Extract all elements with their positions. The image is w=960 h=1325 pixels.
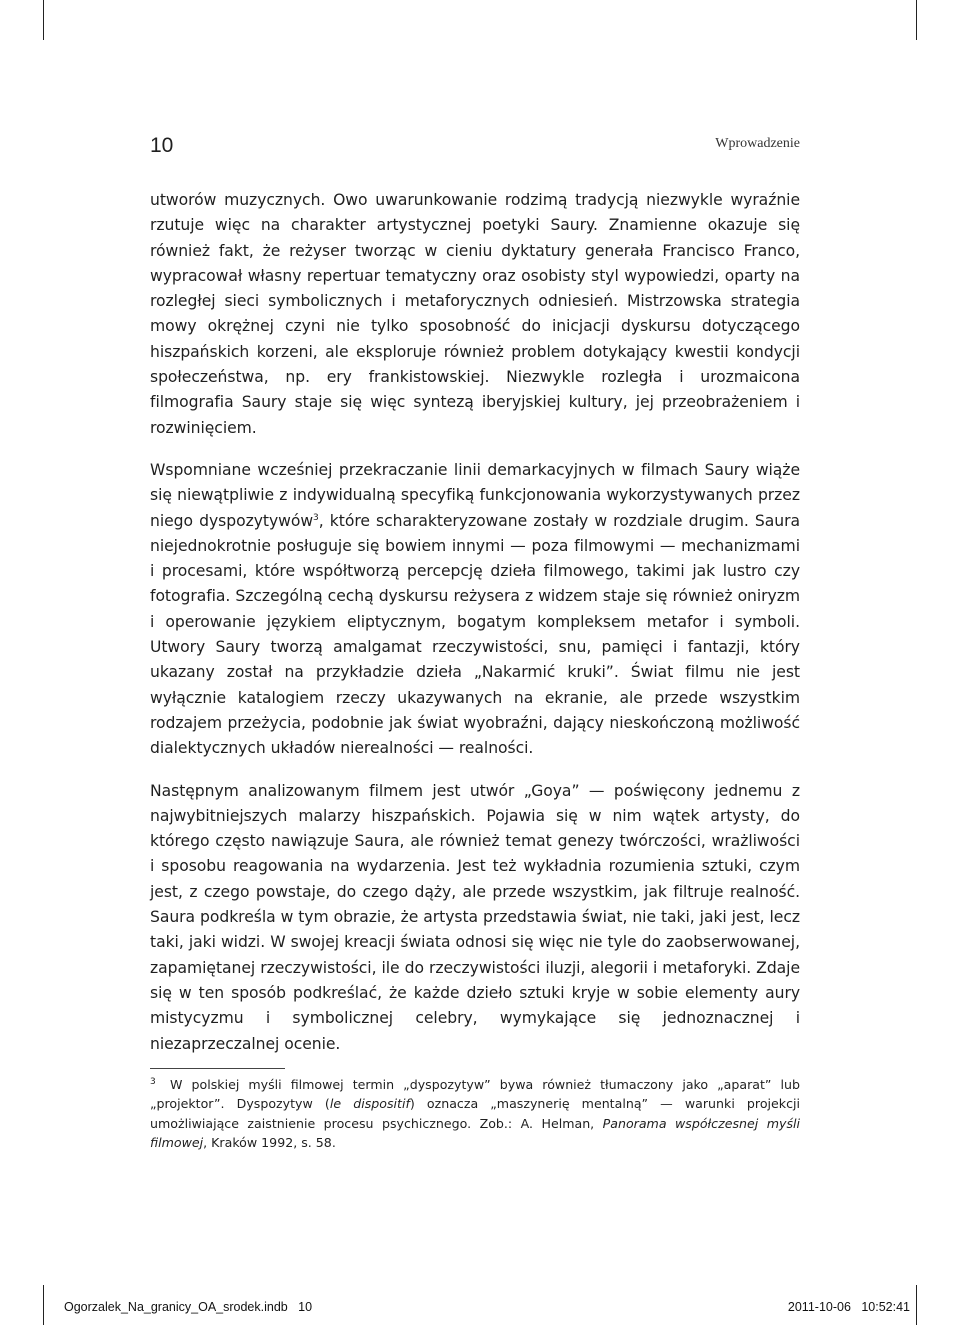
print-slug-date: 2011-10-06 10:52:41	[787, 1300, 910, 1314]
page-number: 10	[150, 134, 174, 157]
crop-mark-bottom-right	[916, 1285, 917, 1325]
footnote-text: , Kraków 1992, s. 58.	[203, 1134, 336, 1150]
footnote-text: ) oznacza „maszynerię mentalną” — warunki projekcji umożliwiające zaistnienie procesu psychicznego. Zob.: A. Helman,	[150, 1096, 800, 1131]
body-text	[150, 188, 800, 1057]
footnote-book-title: Panorama współczesnej myśli filmowej	[150, 1115, 800, 1150]
footnote-reference[interactable]: 3	[313, 512, 319, 523]
running-head	[150, 132, 800, 162]
crop-mark-top-right	[916, 0, 917, 40]
paragraph: utworów muzycznych. Owo uwarunkowanie rodzimą tradycją niezwykle wyraźnie rzutuje więc na charakter artystycznej poetyki Saury. Znamienne okazuje się również fakt, że reżyser tworząc w cieniu dyktatury generała Francisco Franco, wypracował własny repertuar tematyczny oraz osobisty styl wypowiedzi, oparty na rozległej sieci symbolicznych i metaforycznych odniesień. Mistrzowska strategia mowy okrężnej czyni nie tylko sposobność do inicjacji dyskursu dotyczącego hiszpańskich korzeni, ale eksploruje również problem dotykający kwestii kondycji społeczeństwa, np. ery frankistowskiej. Niezwykle rozległa i urozmaicona filmografia Saury staje się więc syntezą iberyjskiej kultury, jej przeobrażeniem i rozwinięciem.	[150, 191, 800, 437]
paragraph: Następnym analizowanym filmem jest utwór „Goya” — poświęcony jednemu z najwybitniejszych malarzy hiszpańskich. Pojawia się w nim wątek artysty, do którego często nawiązuje Saura, ale również temat genezy twórczości, wrażliwości i sposobu reagowania na wydarzenia. Jest też wykładnia rozumienia sztuki, czym jest, z czego powstaje, do czego dąży, ale przede wszystkim, jak filtruje realność. Saura podkreśla w tym obrazie, że artysta przedstawia świat, nie taki, jaki jest, lecz taki, jaki widzi. W swojej kreacji świata odnosi się więc nie tyle do zaobserwowanej, zapamiętanej rzeczywistości, ile do rzeczywistości iluzji, alegorii i metaforyki. Zdaje się w ten sposób podkreślać, że każde dzieło sztuki kryje w sobie elementy aury mistycyzmu i symbolicznej celebry, wymykające się jednoznacznej i niezaprzeczalnej ocenie.	[150, 781, 800, 1053]
paragraph-text: , które scharakteryzowane zostały w rozdziale drugim. Saura niejednokrotnie posługuje się bowiem innymi — poza filmowymi — mechanizmami i procesami, które współtworzą percepcję dzieła filmowego, takimi jak lustro czy fotografia. Szczególną cechą dyskursu reżysera z widzem staje się również oniryzm i operowanie językiem eliptycznym, bogatym kompleksem metafor i symboli. Utwory Saury tworzą amalgamat rzeczywistości, snu, pamięci i fantazji, który ukazany został na przykładzie dzieła „Nakarmić kruki”. Świat filmu nie jest wyłącznie katalogiem rzeczy ukazywanych na ekranie, ale przede wszystkim rodzajem przeżycia, podobnie jak świat wyobraźni, dający nieskończoną możliwość dialektycznych układów nierealności — realności.	[150, 511, 800, 758]
crop-mark-bottom-left	[43, 1285, 44, 1325]
crop-mark-top-left	[43, 0, 44, 40]
footnote-italic-term: le dispositif	[329, 1096, 410, 1112]
print-slug-file: Ogorzalek_Na_granicy_OA_srodek.indb 10	[64, 1300, 313, 1314]
section-title: Wprowadzenie	[715, 136, 800, 151]
paragraph-with-footnote	[150, 458, 800, 762]
footnote-rule	[150, 1068, 285, 1069]
paragraph-text: Wspomniane wcześniej przekraczanie linii demarkacyjnych w filmach Saury wiąże się niewątpliwie z indywidualną specyfiką funkcjonowania wykorzystywanych przez niego dyspozytywów	[150, 460, 800, 530]
footnote-text: W polskiej myśli filmowej termin „dyspozytyw” bywa również tłumaczony jako „aparat” lub „projektor”. Dyspozytyw (	[150, 1077, 800, 1112]
footnote	[150, 1075, 800, 1152]
footnote-number: 3	[150, 1076, 156, 1087]
